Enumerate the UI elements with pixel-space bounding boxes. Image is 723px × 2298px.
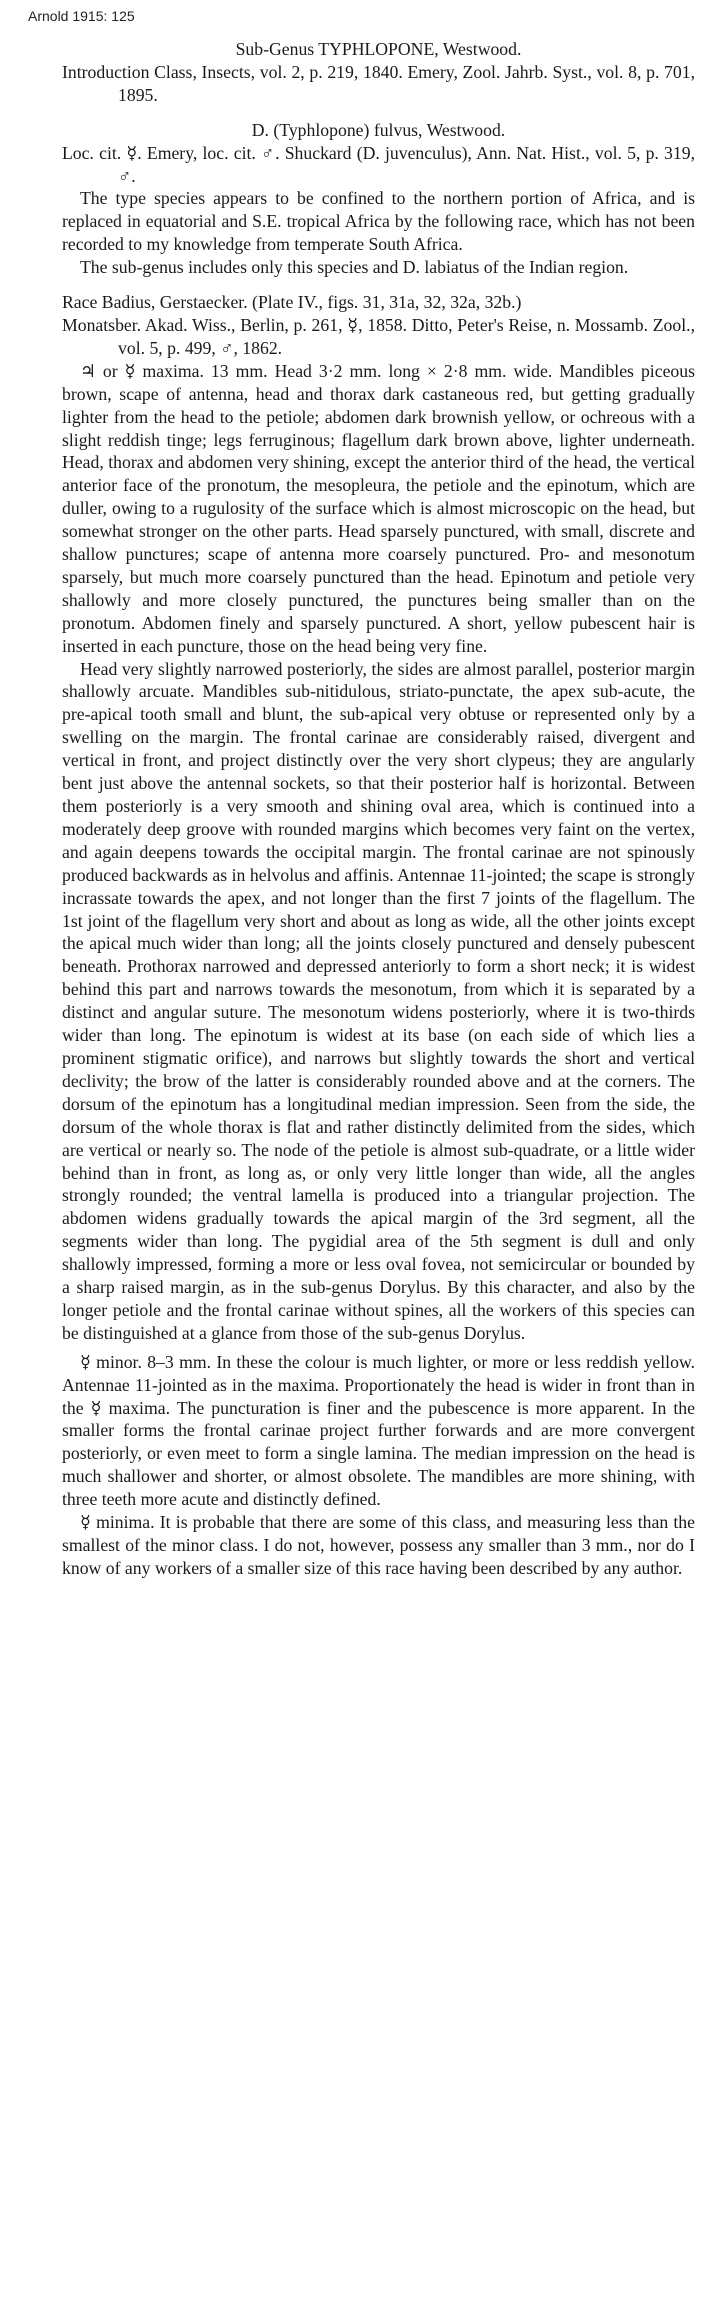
document-body [62,38,695,1580]
page-header: Arnold 1915: 125 [28,8,135,24]
race-title: Race Badius, Gerstaecker. (Plate IV., figs. 31, 31a, 32, 32a, 32b.) [62,292,522,313]
minima-description: ☿ minima. It is probable that there are some of this class, and measuring less than the smallest of the minor class. I do not, however, possess any smaller than 3 mm., nor do I know of any workers of a smaller size of this race having been described by any author. [62,1512,695,1578]
subgenus-references: Introduction Class, Insects, vol. 2, p. 219, 1840. Emery, Zool. Jahrb. Syst., vol. 8, p. 701, 1895. [62,61,695,105]
minor-description: ☿ minor. 8–3 mm. In these the colour is much lighter, or more or less reddish yellow. Antennae 11-jointed as in the maxima. Proportionately the head is wider in front than in the ☿ maxima. The puncturation is finer and the pubescence is more apparent. In the smaller forms the frontal carinae project further forwards and are more convergent posteriorly, or even meet to form a single lamina. The median impression on the head is much shallower and shorter, or almost obsolete. The mandibles are more shining, with three teeth more acute and distinctly defined. [62,1351,695,1510]
maxima-description-structure: Head very slightly narrowed posteriorly, the sides are almost parallel, posterior margin shallowly arcuate. Mandibles sub-nitidulous, striato-punctate, the apex sub-acute, the pre-apical tooth small and blunt, the sub-apical very obtuse or represented only by a swelling on the margin. The frontal carinae are considerably raised, divergent and vertical in front, and project distinctly over the very short clypeus; they are angularly bent just above the antennal sockets, so that their posterior half is horizontal. Between them posteriorly is a very smooth and shining oval area, which is continued into a moderately deep groove with rounded margins which becomes very faint on the vertex, and again deepens towards the occipital margin. The frontal carinae are not spinously produced backwards as in helvolus and affinis. Antennae 11-jointed; the scape is strongly incrassate towards the apex, and not longer than the first 7 joints of the flagellum. The 1st joint of the flagellum very short and about as long as wide, all the other joints except the apical much wider than long; all the joints closely punctured and densely pubescent beneath. Prothorax narrowed and depressed anteriorly to form a short neck; it is widest behind this part and narrows towards the mesonotum, from which it is separated by a distinct and angular suture. The mesonotum widens posteriorly, where it is two-thirds wider than long. The epinotum is widest at its base (on each side of which lies a prominent stigmatic orifice), and narrows but slightly towards the short and vertical declivity; the brow of the latter is considerably rounded above and at the corners. The dorsum of the epinotum has a longitudinal median impression. Seen from the side, the dorsum of the whole thorax is flat and rather distinctly delimited from the sides, which are vertical or nearly so. The node of the petiole is almost sub-quadrate, or a little wider behind than in front, as long as, or only very little longer than wide, all the angles strongly rounded; the ventral lamella is produced into a triangular projection. The abdomen widens gradually towards the apical margin of the 3rd segment, all the segments wider than long. The pygidial area of the 5th segment is dull and only shallowly impressed, forming a more or less oval fovea, not semicircular or bounded by a sharp raised margin, as in the sub-genus Dorylus. By this character, and also by the longer petiole and the frontal carinae without spines, all the workers of this species can be distinguished at a glance from those of the sub-genus Dorylus. [62,658,695,1343]
species-paragraph-subgenus: The sub-genus includes only this species and D. labiatus of the Indian region. [80,257,629,278]
subgenus-title: Sub-Genus TYPHLOPONE, Westwood. [235,39,522,59]
race-references: Monatsber. Akad. Wiss., Berlin, p. 261, ☿, 1858. Ditto, Peter's Reise, n. Mossamb. Zool., vol. 5, p. 499, ♂, 1862. [62,314,695,358]
species-title: D. (Typhlopone) fulvus, Westwood. [251,119,506,140]
maxima-description-colour: ♃ or ☿ maxima. 13 mm. Head 3·2 mm. long × 2·8 mm. wide. Mandibles piceous brown, scape of antenna, head and thorax dark castaneous red, but getting gradually lighter from the head to the petiole; abdomen dark brownish yellow, or ochreous with a slight reddish tinge; legs ferruginous; flagellum dark brown above, lighter underneath. Head, thorax and abdomen very shining, except the anterior third of the head, the vertical anterior face of the pronotum, the mesopleura, the petiole and the epinotum, which are duller, owing to a rugulosity of the surface which is almost microscopic on the head, but somewhat stronger on the other parts. Head sparsely punctured, with small, discrete and shallow punctures; scape of antenna more coarsely punctured. Pro- and mesonotum sparsely, but much more coarsely punctured than the head. Epinotum and petiole very shallowly and more closely punctured, the punctures being smaller than on the pronotum. Abdomen finely and sparsely punctured. A short, yellow pubescent hair is inserted in each puncture, those on the head being very fine. [62,360,695,656]
species-references: Loc. cit. ☿. Emery, loc. cit. ♂. Shuckard (D. juvenculus), Ann. Nat. Hist., vol. 5, p. 319, ♂. [62,142,695,186]
species-paragraph-distribution: The type species appears to be confined to the northern portion of Africa, and is replaced in equatorial and S.E. tropical Africa by the following race, which has not been recorded to my knowledge from temperate South Africa. [62,188,695,255]
